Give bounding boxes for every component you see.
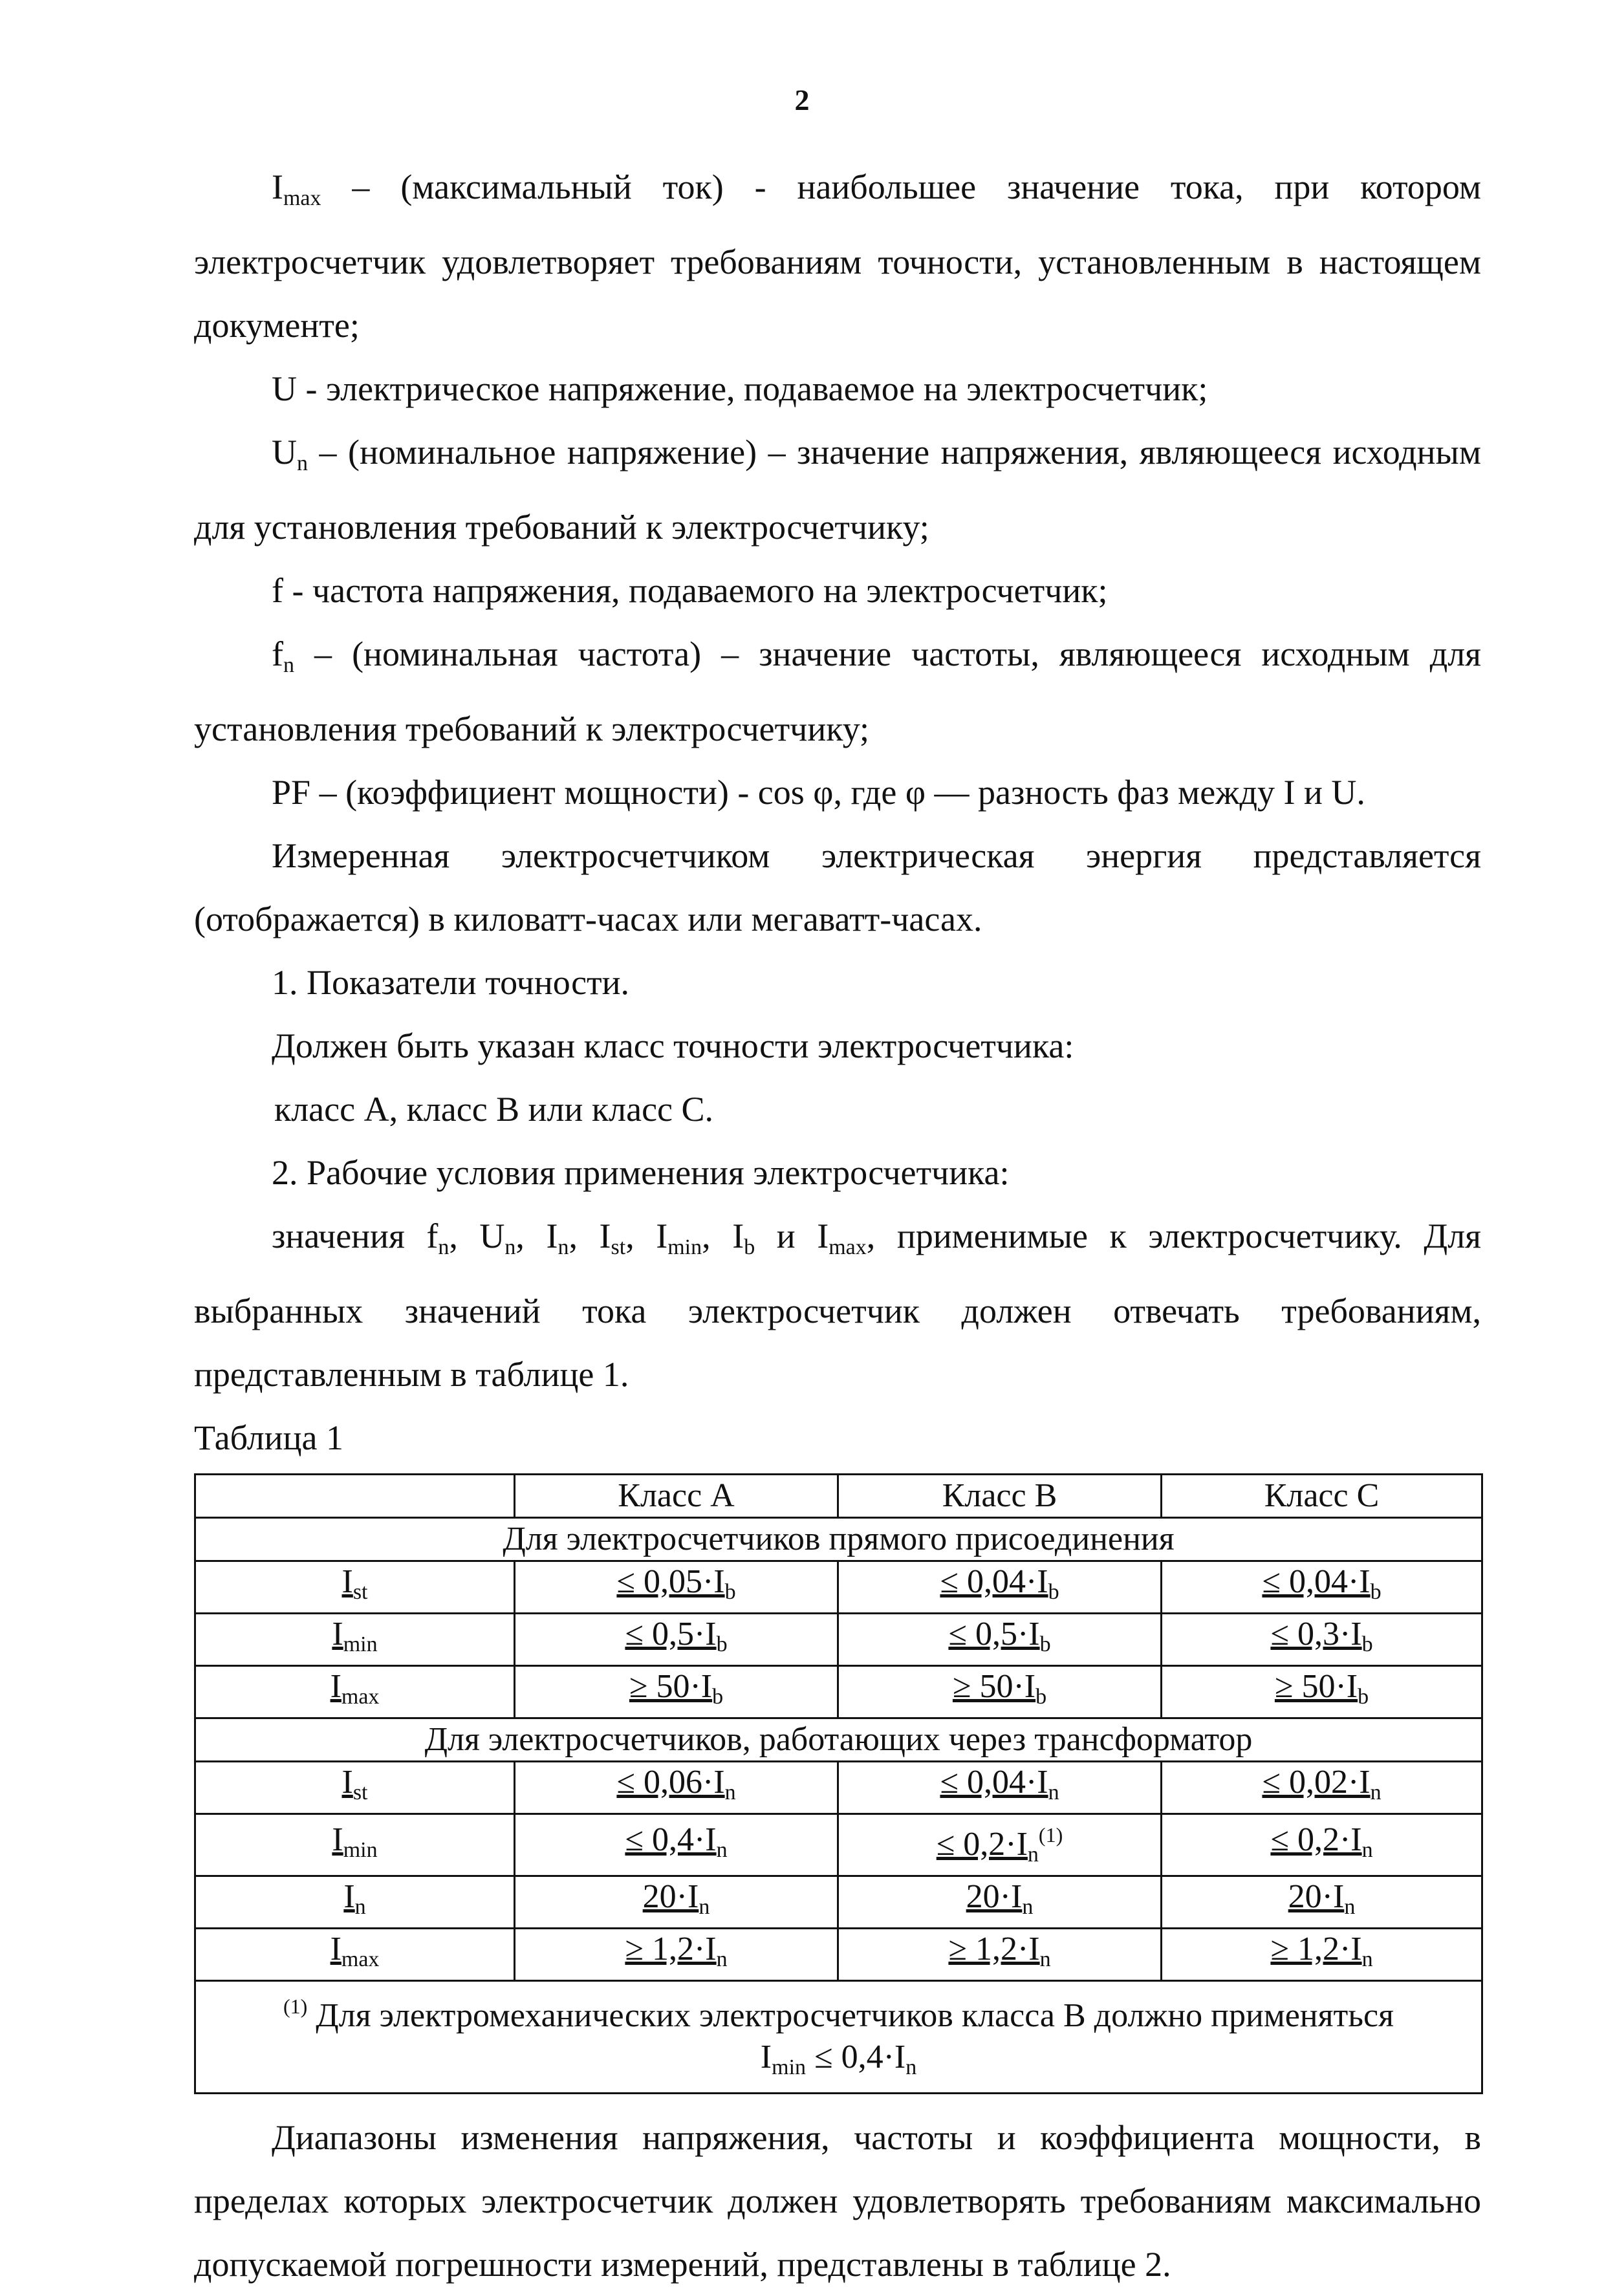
table-1 — [194, 1473, 1483, 2094]
cell-class-b: ≥ $50\cdot I_b$ — [838, 1666, 1162, 1718]
cell-class-a: $20\cdot I_n$ — [515, 1876, 838, 1929]
cell-class-c: ≤ $0,02\cdot I_n$ — [1162, 1762, 1482, 1814]
cell-class-c: ≥ $50\cdot I_b$ — [1162, 1666, 1482, 1718]
row-label: $I_{min}$ — [195, 1614, 515, 1666]
table-row — [195, 1814, 1482, 1876]
def-pf: PF – (коэффициент мощности) - cos φ, где φ — разность фаз между I и U. — [272, 773, 1365, 812]
row-label: $I_{max}$ — [195, 1929, 515, 1981]
row-label: $I_{st}$ — [195, 1762, 515, 1814]
section-row-direct — [195, 1518, 1482, 1561]
cell-class-c: ≥ $1,2\cdot I_n$ — [1162, 1929, 1482, 1981]
cell-class-b: ≤ $0,5\cdot I_b$ — [838, 1614, 1162, 1666]
def-u: U - электрическое напряжение, подаваемое на электросчетчик; — [272, 369, 1208, 408]
section-row-transformer — [195, 1718, 1482, 1762]
row-label: $I_n$ — [195, 1876, 515, 1929]
row-label: $I_{st}$ — [195, 1561, 515, 1614]
table-row — [195, 1666, 1482, 1718]
after-table-paragraph: Диапазоны изменения напряжения, частоты и коэффициента мощности, в пределах которых электросчетчик должен удовлетворять требованиям максимально допускаемой погрешности измерений, представлены в таблице 2. — [194, 2118, 1481, 2284]
def-imax: $I_{max}$ – (максимальный ток) - наибольшее значение тока, при котором электросчетчик удовлетворяет требованиям точности, установленным в настоящем документе; — [194, 168, 1481, 345]
header-cell-class-a: Класс A — [515, 1475, 838, 1518]
table-row — [195, 1929, 1482, 1981]
section-1-classes: класс A, класс B или класс C. — [274, 1090, 714, 1129]
cell-class-b: ≤ $0,2\cdot I_n^{(1)}$ — [838, 1814, 1162, 1876]
section-label-direct: Для электросчетчиков прямого присоединения — [195, 1518, 1482, 1561]
footnote-cell: $^{(1)}$ Для электромеханических электросчетчиков класса B должно применяться $I_{min} \le 0,4\cdot I_n$ — [195, 1981, 1482, 2094]
table-row — [195, 1561, 1482, 1614]
section-2-text: значения $f_n$, $U_n$, $I_n$, $I_{st}$, $I_{min}$, $I_b$ и $I_{max}$, применимые к электросчетчику. Для выбранных значений тока электросчетчик должен отвечать требованиям, представленным в таблице 1. — [194, 1217, 1481, 1394]
cell-class-a: ≥ $1,2\cdot I_n$ — [515, 1929, 838, 1981]
cell-class-b: ≤ $0,04\cdot I_b$ — [838, 1561, 1162, 1614]
section-label-transformer: Для электросчетчиков, работающих через трансформатор — [195, 1718, 1482, 1762]
cell-class-a: ≥ $50\cdot I_b$ — [515, 1666, 838, 1718]
cell-class-b: ≥ $1,2\cdot I_n$ — [838, 1929, 1162, 1981]
header-cell-empty — [195, 1475, 515, 1518]
row-label: $I_{min}$ — [195, 1814, 515, 1876]
section-2-title: 2. Рабочие условия применения электросчетчика: — [272, 1153, 1010, 1192]
section-1-text: Должен быть указан класс точности электросчетчика: — [272, 1026, 1074, 1065]
table-row — [195, 1762, 1482, 1814]
cell-class-b: ≤ $0,04\cdot I_n$ — [838, 1762, 1162, 1814]
cell-class-c: ≤ $0,04\cdot I_b$ — [1162, 1561, 1482, 1614]
header-cell-class-b: Класс B — [838, 1475, 1162, 1518]
footnote-marker: (1) — [1038, 1823, 1063, 1847]
header-cell-class-c: Класс C — [1162, 1475, 1482, 1518]
energy-paragraph: Измеренная электросчетчиком электрическая энергия представляется (отображается) в киловатт-часах или мегаватт-часах. — [194, 836, 1481, 938]
section-1-title: 1. Показатели точности. — [272, 963, 630, 1002]
cell-class-a: ≤ $0,05\cdot I_b$ — [515, 1561, 838, 1614]
cell-class-a: ≤ $0,4\cdot I_n$ — [515, 1814, 838, 1876]
cell-class-a: ≤ $0,5\cdot I_b$ — [515, 1614, 838, 1666]
table-row — [195, 1876, 1482, 1929]
def-f: f - частота напряжения, подаваемого на электросчетчик; — [272, 571, 1108, 610]
table-row — [195, 1614, 1482, 1666]
cell-class-c: $20\cdot I_n$ — [1162, 1876, 1482, 1929]
cell-class-c: ≤ $0,3\cdot I_b$ — [1162, 1614, 1482, 1666]
row-label: $I_{max}$ — [195, 1666, 515, 1718]
cell-class-b: $20\cdot I_n$ — [838, 1876, 1162, 1929]
table-caption: Таблица 1 — [194, 1418, 343, 1457]
cell-class-c: ≤ $0,2\cdot I_n$ — [1162, 1814, 1482, 1876]
page-body — [194, 155, 1481, 2296]
page-number: 2 — [794, 83, 810, 116]
def-un: $U_n$ – (номинальное напряжение) – значение напряжения, являющееся исходным для установления требований к электросчетчику; — [194, 433, 1481, 547]
table-header-row — [195, 1475, 1482, 1518]
def-fn: $f_n$ – (номинальная частота) – значение частоты, являющееся исходным для установления требований к электросчетчику; — [194, 634, 1481, 748]
cell-class-a: ≤ $0,06\cdot I_n$ — [515, 1762, 838, 1814]
footnote-row — [195, 1981, 1482, 2094]
